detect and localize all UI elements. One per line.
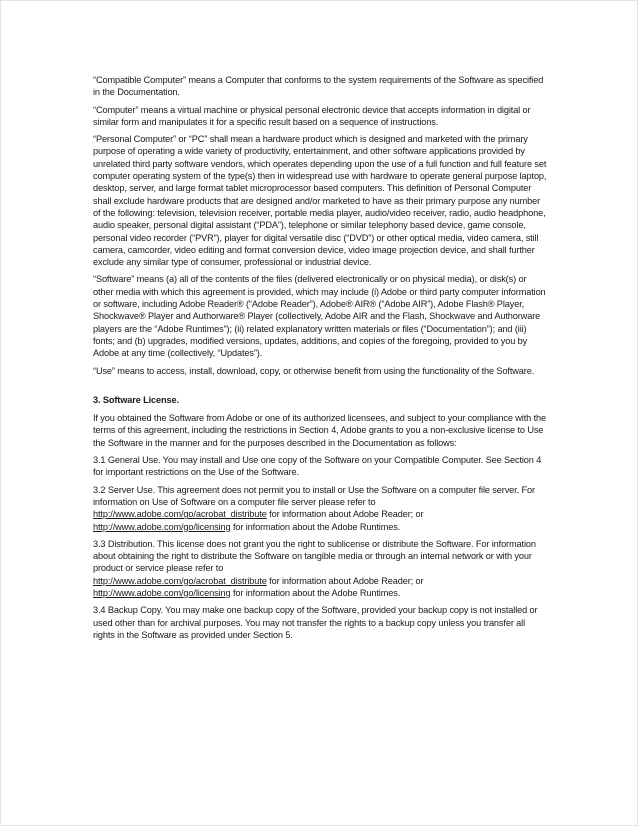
definition-software: “Software” means (a) all of the contents of the files (delivered electronically or on physical media), or disk(s) or other media with which this agreement is provided, which may include (i) Adobe or third party computer information or software, including Adobe Reader® (“Adobe Reader”), Adobe® AIR® (“Adobe AIR”), Adobe Flash® Player, Shockwave® Player and Authorware® Player (collectively, Adobe AIR and the Flash, Shockwave and Authorware players are the “Adobe Runtimes”); (ii) related explanatory written materials or files (“Documentation”); and (iii) fonts; and (b) upgrades, modified versions, updates, additions, and copies of the foregoing, provided to you by Adobe at any time (collectively, “Updates”). <box>93 274 546 359</box>
server-use-link-licensing[interactable]: http://www.adobe.com/go/licensing <box>93 521 231 532</box>
page-content <box>93 74 548 646</box>
server-use-after-link2: for information about the Adobe Runtimes. <box>232 521 401 532</box>
definition-personal-computer: “Personal Computer” or “PC” shall mean a hardware product which is designed and marketed with the primary purpose of operating a wide variety of productivity, entertainment, and other software applications provided by unrelated third party software vendors, which operates depending upon the use of a full function and full feature set computer operating system of the type(s) then in widespread use with hardware to operate general purpose laptop, desktop, server, and large format tablet microprocessor based computers. This definition of Personal Computer shall exclude hardware products that are designed and/or marketed to have as their primary purpose any number of the following: television, television receiver, portable media player, audio/video receiver, radio, audio headphone, audio speaker, personal digital assistant (“PDA”), telephone or similar telephony based device, game console, personal video recorder (“PVR”), player for digital versatile disc (“DVD”) or other optical media, video camera, still camera, camcorder, video editing and format conversion device, video image projection device, and shall further exclude any similar type of consumer, professional or industrial device. <box>93 134 547 268</box>
section-3-3-distribution <box>93 538 548 599</box>
distribution-link-acrobat-distribute[interactable]: http://www.adobe.com/go/acrobat_distribute <box>93 575 267 586</box>
definition-compatible-computer: “Compatible Computer” means a Computer that conforms to the system requirements of the Software as specified in the Documentation. <box>93 75 544 98</box>
server-use-link-acrobat-distribute[interactable]: http://www.adobe.com/go/acrobat_distribute <box>93 509 267 520</box>
distribution-after-link2: for information about the Adobe Runtimes. <box>232 587 401 598</box>
distribution-after-link1: for information about Adobe Reader; or <box>269 575 424 586</box>
section-3-1-general-use: 3.1 General Use. You may install and Use one copy of the Software on your Compatible Computer. See Section 4 for important restrictions on the Use of the Software. <box>93 455 542 478</box>
distribution-text: 3.3 Distribution. This license does not grant you the right to sublicense or distribute the Software. For information about obtaining the right to distribute the Software on tangible media or through an internal network or with your product or service please refer to <box>93 538 536 574</box>
server-use-text: 3.2 Server Use. This agreement does not permit you to install or Use the Software on a computer file server. For information on Use of Software on a computer file server please refer to <box>93 484 535 507</box>
distribution-link-licensing[interactable]: http://www.adobe.com/go/licensing <box>93 587 231 598</box>
definition-computer: “Computer” means a virtual machine or physical personal electronic device that accepts information in digital or similar form and manipulates it for a specific result based on a sequence of instructions. <box>93 104 531 127</box>
section-3-intro: If you obtained the Software from Adobe or one of its authorized licensees, and subject to your compliance with the terms of this agreement, including the restrictions in Section 4, Adobe grants to you a non-exclusive license to Use the Software in the manner and for the purposes described in the Documentation as follows: <box>93 413 546 448</box>
definition-use: “Use” means to access, install, download, copy, or otherwise benefit from using the functionality of the Software. <box>93 365 535 376</box>
section-3-heading: 3. Software License. <box>93 394 179 405</box>
section-3-2-server-use <box>93 484 548 533</box>
section-3-4-backup-copy: 3.4 Backup Copy. You may make one backup copy of the Software, provided your backup copy is not installed or used other than for archival purposes. You may not transfer the rights to a backup copy unless you transfer all rights in the Software as provided under Section 5. <box>93 605 538 640</box>
server-use-after-link1: for information about Adobe Reader; or <box>269 509 424 520</box>
